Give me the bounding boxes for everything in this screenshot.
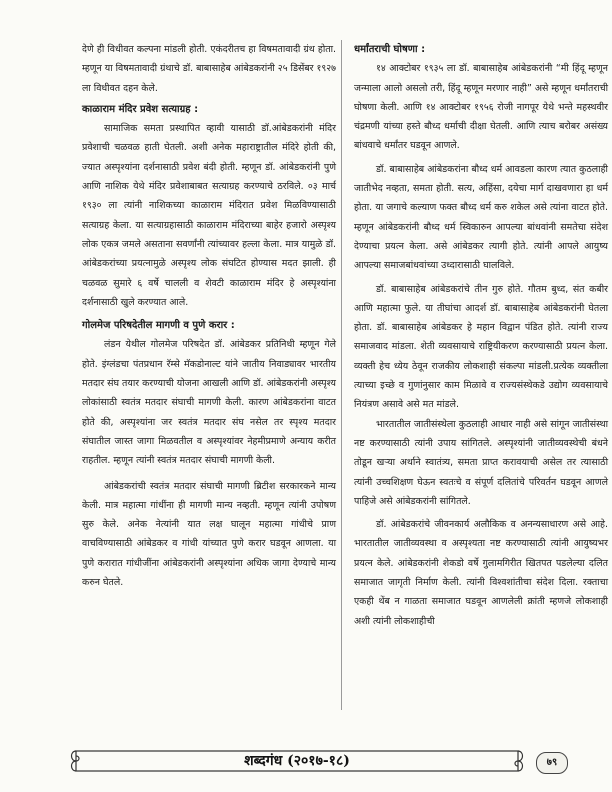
footer-scroll-banner bbox=[68, 748, 526, 774]
section-heading-conversion: धर्मांतराची घोषणा : bbox=[354, 44, 426, 55]
conversion-paragraph-3: डॉ. बाबासाहेब आंबेडकरांचे तीन गुरु होते. गौतम बुध्द, संत कबीर आणि महात्मा फुले. या तीघांचा आदर्श डॉ. बाबासाहेब आंबेडकरांनी घेतला होता. डॉ. बाबासाहेब आंबेडकर हे महान विद्वान पंडित होते. त्यांनी राज्य समाजवाद मांडला. शेती व्यवसायाचे राष्ट्रियीकरण करण्यासाठी प्रयत्न केला. व्यक्ती हेच ध्येय ठेवून राजकीय लोकशाही संकल्पा मांडली.प्रत्येक व्यक्तीला त्याच्या इच्छे व गुणांनुसार काम मिळावे व राज्यसंस्थेकडे उद्योग व्यवसायाचे नियंत्रण असावे असे मत मांडले. bbox=[354, 283, 608, 411]
journal-title: शब्दगंध (२०१७-१८) bbox=[244, 753, 350, 769]
left-column bbox=[82, 40, 336, 592]
page-number: ७९ bbox=[536, 752, 568, 774]
conversion-paragraph-2: डॉ. बाबासाहेब आंबेडकरांना बौध्द धर्म आवडला कारण त्यात कुठलाही जातीभेद नव्हता, समता होती. सत्य, अहिंसा, दयेचा मार्ग दाखवणारा हा धर्म होता. या जगाचे कल्याण फक्त बौध्द धर्म करु शकेल असे त्यांना वाटत होते. म्हणून आंबेडकरांनी बौध्द धर्म स्विकारुन आपल्या बांधवांनी समतेचा संदेश देण्याचा प्रयत्न केला. असे आंबेडकर त्यागी होते. त्यांनी आपले आयुष्य आपल्या समाजबांधवांच्या उध्दारासाठी घालविले. bbox=[354, 163, 608, 272]
section-heading-round-table: गोलमेज परिषदेतील मागणी व पुणे करार : bbox=[82, 320, 235, 332]
intro-paragraph: देणे ही विधीवत कल्पना मांडली होती. एकंदरीतच हा विषमतावादी ग्रंथ होता. म्हणून या विषमतावादी ग्रंथाचे डॉ. बाबासाहेब आंबेडकरांनी २५ डिसेंबर १९२७ ला विधीवत दहन केले. bbox=[82, 44, 336, 94]
conversion-paragraph-5: डॉ. आंबेडकरांचे जीवनकार्य अलौकिक व अनन्यसाधारण असे आहे. भारतातील जातीव्यवस्था व अस्पृश्यता नष्ट करण्यासाठी त्यांनी आयुष्यभर प्रयत्न केले. आंबेडकरांनी शेकडो वर्षे गुलामगिरीत खितपत पडलेल्या दलित समाजात जागृती निर्माण केली. त्यांनी विश्वशांतीचा संदेश दिला. रक्ताचा एकही थेंब न गाळता समाजात घडवून आणलेली क्रांती म्हणजे लोकशाही अशी त्यांनी लोकशाहीची bbox=[354, 519, 608, 627]
section-heading-kalaram: काळाराम मंदिर प्रवेश सत्याग्रह : bbox=[82, 103, 199, 115]
right-column bbox=[354, 40, 608, 631]
conversion-paragraph-1: १४ आक्टोबर १९३५ ला डॉ. बाबासाहेब आंबेडकरांनी “मी हिंदू म्हणून जन्माला आलो असलो तरी, हिंदू म्हणून मरणार नाही” असे म्हणून धर्मांतराची घोषणा केली. आणि १४ आक्टोबर १९५६ रोजी नागपूर येथे भन्ते महस्थवीर चंद्रमणी यांच्या हस्ते बौध्द धर्माची दीक्षा घेतली. आणि त्याच बरोबर असंख्य बांधवाचे धर्मांतर घडवून आणले. bbox=[354, 63, 608, 152]
conversion-paragraph-4: भारतातील जातीसंस्थेला कुठलाही आधार नाही असे सांगून जातीसंस्था नष्ट करण्यासाठी त्यांनी उपाय सांगितले. अस्पृश्यांनी जातीव्यवस्थेची बंधने तोडून खऱ्या अर्थाने स्वातंत्र्य, समता प्राप्त करावयाची असेल तर त्यासाठी त्यांनी उच्चशिक्षण घेऊन स्वतःचे व संपूर्ण दलितांचे परिवर्तन घडवून आणले पाहिजे असे आंबेडकरांनी सांगितले. bbox=[354, 418, 608, 507]
round-table-paragraph-1: लंडन येथील गोलमेज परिषदेत डॉ. आंबेडकर प्रतिनिधी म्हणून गेले होते. इंग्लंडचा पंतप्रधान रॅम्से मॅकडोनाल्ट यांने जातीय निवाड्यावर भारतीय मतदार संघ तयार करण्याची योजना आखली आणि डॉ. आंबेडकरांनी अस्पृश्य लोकांसाठी स्वतंत्र मतदार संघाची मागणी केली. कारण आंबेडकरांना वाटत होते की, अस्पृश्यांना जर स्वतंत्र मतदार संघ नसेल तर स्पृश्य मतदार संघातील जास्त जागा मिळवतील व अस्पृश्यांवर नेहमीप्रमाणे अन्याय करीत राहतील. म्हणून त्यांनी स्वतंत्र मतदार संघाची मागणी केली. bbox=[82, 339, 336, 467]
round-table-paragraph-2: आंबेडकरांची स्वतंत्र मतदार संघाची मागणी ब्रिटीश सरकारकने मान्य केली. मात्र महात्मा गांधींना ही मागणी मान्य नव्हती. म्हणून त्यांनी उपोषण सुरु केले. अनेक नेत्यांनी यात लक्ष घालून महात्मा गांधीचे प्राण वाचविण्यासाठी आंबेडकर व गांधी यांच्यात पुणे करार घडवून आणला. या पुणे करारात गांधीजींना आंबेडकरांनी अस्पृश्यांना अधिक जागा देण्याचे मान्य करुन घेतले. bbox=[82, 480, 336, 589]
column-divider bbox=[341, 40, 342, 710]
kalaram-paragraph: सामाजिक समता प्रस्थापित व्हावी यासाठी डॉ.आंबेडकरांनी मंदिर प्रवेशाची चळवळ हाती घेतली. अशी अनेक महाराष्ट्रातील मंदिरे होती की, ज्यात अस्पृश्यांना दर्शनासाठी प्रवेश बंदी होती. म्हणून डॉ. आंबेडकरांनी पुणे आणि नाशिक येथे मंदिर प्रवेशाबाबत सत्याग्रह करण्याचे ठरविले. ०३ मार्च १९३० ला त्यांनी नाशिकच्या काळाराम मंदिरात प्रवेश मिळविण्यासाठी सत्याग्रह केला. या सत्याग्रहासाठी काळाराम मंदिराच्या बाहेर हजारो अस्पृश्य लोक एकत्र जमले असताना सवर्णांनी त्यांच्यावर हल्ला केला. मात्र यामुळे डॉ. आंबेडकरांच्या प्रयत्नामुळे अस्पृश्य लोक संघटित होण्यास मदत झाली. ही चळवळ सुमारे ६ वर्षे चालली व शेवटी काळाराम मंदिर हे अस्पृश्यांना दर्शनासाठी खुले करण्यात आले. bbox=[82, 123, 336, 308]
